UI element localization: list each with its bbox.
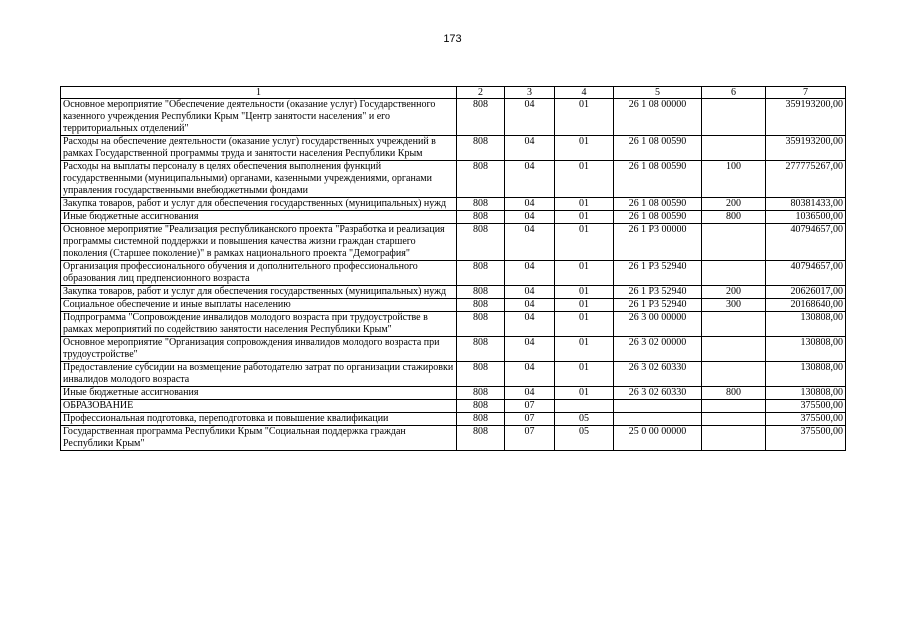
- budget-table: [60, 86, 846, 451]
- subsection-code-cell: 05: [555, 413, 614, 426]
- item-name-cell: Иные бюджетные ассигнования: [61, 211, 457, 224]
- item-name-cell: Социальное обеспечение и иные выплаты населению: [61, 299, 457, 312]
- subsection-code-cell: 01: [555, 136, 614, 161]
- table-row: [61, 224, 846, 261]
- subsection-code-cell: 01: [555, 261, 614, 286]
- table-row: [61, 400, 846, 413]
- amount-cell: 130808,00: [766, 362, 846, 387]
- table-row: [61, 337, 846, 362]
- item-name-cell: Профессиональная подготовка, переподготовка и повышение квалификации: [61, 413, 457, 426]
- amount-cell: 40794657,00: [766, 224, 846, 261]
- section-code-cell: 04: [505, 362, 555, 387]
- amount-cell: 130808,00: [766, 337, 846, 362]
- amount-cell: 359193200,00: [766, 99, 846, 136]
- column-header: 2: [457, 87, 505, 99]
- section-code-cell: 07: [505, 413, 555, 426]
- table-row: [61, 286, 846, 299]
- column-header: 1: [61, 87, 457, 99]
- table-row: [61, 211, 846, 224]
- target-article-cell: 26 3 02 60330: [614, 387, 702, 400]
- section-code-cell: 04: [505, 387, 555, 400]
- amount-cell: 375500,00: [766, 400, 846, 413]
- item-name-cell: Предоставление субсидии на возмещение работодателю затрат по организации стажировки инвалидов молодого возраста: [61, 362, 457, 387]
- ministry-code-cell: 808: [457, 261, 505, 286]
- target-article-cell: 26 1 08 00590: [614, 211, 702, 224]
- table-row: [61, 261, 846, 286]
- target-article-cell: [614, 413, 702, 426]
- target-article-cell: [614, 400, 702, 413]
- ministry-code-cell: 808: [457, 198, 505, 211]
- table-row: [61, 312, 846, 337]
- target-article-cell: 26 1 P3 52940: [614, 286, 702, 299]
- item-name-cell: Организация профессионального обучения и дополнительного профессионального образования лиц предпенсионного возраста: [61, 261, 457, 286]
- item-name-cell: Расходы на выплаты персоналу в целях обеспечения выполнения функций государственными (муниципальными) органами, казенными учреждениями, органами управления государственными внебюджетными фондами: [61, 161, 457, 198]
- ministry-code-cell: 808: [457, 400, 505, 413]
- ministry-code-cell: 808: [457, 161, 505, 198]
- amount-cell: 359193200,00: [766, 136, 846, 161]
- target-article-cell: 26 1 08 00590: [614, 136, 702, 161]
- section-code-cell: 04: [505, 161, 555, 198]
- subsection-code-cell: 01: [555, 362, 614, 387]
- ministry-code-cell: 808: [457, 211, 505, 224]
- section-code-cell: 04: [505, 337, 555, 362]
- expense-type-cell: [702, 400, 766, 413]
- section-code-cell: 07: [505, 426, 555, 451]
- item-name-cell: Закупка товаров, работ и услуг для обеспечения государственных (муниципальных) нужд: [61, 286, 457, 299]
- ministry-code-cell: 808: [457, 387, 505, 400]
- table-row: [61, 136, 846, 161]
- ministry-code-cell: 808: [457, 136, 505, 161]
- subsection-code-cell: [555, 400, 614, 413]
- target-article-cell: 26 1 08 00590: [614, 161, 702, 198]
- expense-type-cell: [702, 413, 766, 426]
- amount-cell: 40794657,00: [766, 261, 846, 286]
- amount-cell: 277775267,00: [766, 161, 846, 198]
- ministry-code-cell: 808: [457, 224, 505, 261]
- subsection-code-cell: 01: [555, 286, 614, 299]
- expense-type-cell: [702, 136, 766, 161]
- target-article-cell: 26 3 00 00000: [614, 312, 702, 337]
- expense-type-cell: [702, 362, 766, 387]
- section-code-cell: 04: [505, 211, 555, 224]
- column-header: 7: [766, 87, 846, 99]
- expense-type-cell: 300: [702, 299, 766, 312]
- ministry-code-cell: 808: [457, 312, 505, 337]
- subsection-code-cell: 01: [555, 337, 614, 362]
- section-code-cell: 04: [505, 299, 555, 312]
- section-code-cell: 04: [505, 286, 555, 299]
- section-code-cell: 04: [505, 99, 555, 136]
- table-row: [61, 387, 846, 400]
- ministry-code-cell: 808: [457, 286, 505, 299]
- item-name-cell: Расходы на обеспечение деятельности (оказание услуг) государственных учреждений в рамках Государственной программы труда и занятости населения Республики Крым: [61, 136, 457, 161]
- expense-type-cell: [702, 261, 766, 286]
- subsection-code-cell: 05: [555, 426, 614, 451]
- table-header-row: [61, 87, 846, 99]
- expense-type-cell: [702, 426, 766, 451]
- target-article-cell: 25 0 00 00000: [614, 426, 702, 451]
- target-article-cell: 26 1 08 00590: [614, 198, 702, 211]
- expense-type-cell: [702, 99, 766, 136]
- item-name-cell: Закупка товаров, работ и услуг для обеспечения государственных (муниципальных) нужд: [61, 198, 457, 211]
- section-code-cell: 04: [505, 198, 555, 211]
- section-code-cell: 07: [505, 400, 555, 413]
- expense-type-cell: 100: [702, 161, 766, 198]
- section-code-cell: 04: [505, 224, 555, 261]
- amount-cell: 20168640,00: [766, 299, 846, 312]
- ministry-code-cell: 808: [457, 99, 505, 136]
- item-name-cell: Государственная программа Республики Крым "Социальная поддержка граждан Республики Крым": [61, 426, 457, 451]
- table-row: [61, 161, 846, 198]
- column-header: 5: [614, 87, 702, 99]
- ministry-code-cell: 808: [457, 413, 505, 426]
- expense-type-cell: 200: [702, 198, 766, 211]
- column-header: 4: [555, 87, 614, 99]
- expense-type-cell: 800: [702, 211, 766, 224]
- item-name-cell: Основное мероприятие "Обеспечение деятельности (оказание услуг) Государственного казенного учреждения Республики Крым "Центр занятости населения" и его территориальных отделений": [61, 99, 457, 136]
- section-code-cell: 04: [505, 312, 555, 337]
- expense-type-cell: [702, 337, 766, 362]
- section-code-cell: 04: [505, 136, 555, 161]
- expense-type-cell: 800: [702, 387, 766, 400]
- table-row: [61, 198, 846, 211]
- table-row: [61, 99, 846, 136]
- amount-cell: 130808,00: [766, 387, 846, 400]
- item-name-cell: ОБРАЗОВАНИЕ: [61, 400, 457, 413]
- item-name-cell: Иные бюджетные ассигнования: [61, 387, 457, 400]
- amount-cell: 375500,00: [766, 426, 846, 451]
- subsection-code-cell: 01: [555, 312, 614, 337]
- expense-type-cell: 200: [702, 286, 766, 299]
- item-name-cell: Подпрограмма "Сопровождение инвалидов молодого возраста при трудоустройстве в рамках мероприятий по содействию занятости населения Республики Крым": [61, 312, 457, 337]
- ministry-code-cell: 808: [457, 426, 505, 451]
- table-row: [61, 299, 846, 312]
- target-article-cell: 26 1 P3 00000: [614, 224, 702, 261]
- amount-cell: 375500,00: [766, 413, 846, 426]
- subsection-code-cell: 01: [555, 198, 614, 211]
- item-name-cell: Основное мероприятие "Реализация республиканского проекта "Разработка и реализация программы системной поддержки и повышения качества жизни граждан старшего поколения (Старшее поколение)" в рамках национального проекта "Демография": [61, 224, 457, 261]
- subsection-code-cell: 01: [555, 387, 614, 400]
- ministry-code-cell: 808: [457, 299, 505, 312]
- page-number: 173: [443, 33, 462, 45]
- column-header: 3: [505, 87, 555, 99]
- section-code-cell: 04: [505, 261, 555, 286]
- amount-cell: 80381433,00: [766, 198, 846, 211]
- table-row: [61, 362, 846, 387]
- target-article-cell: 26 1 P3 52940: [614, 299, 702, 312]
- expense-type-cell: [702, 312, 766, 337]
- amount-cell: 1036500,00: [766, 211, 846, 224]
- table-row: [61, 426, 846, 451]
- amount-cell: 20626017,00: [766, 286, 846, 299]
- ministry-code-cell: 808: [457, 362, 505, 387]
- subsection-code-cell: 01: [555, 224, 614, 261]
- table-row: [61, 413, 846, 426]
- subsection-code-cell: 01: [555, 211, 614, 224]
- target-article-cell: 26 1 08 00000: [614, 99, 702, 136]
- target-article-cell: 26 3 02 60330: [614, 362, 702, 387]
- item-name-cell: Основное мероприятие "Организация сопровождения инвалидов молодого возраста при трудоустройстве": [61, 337, 457, 362]
- expense-type-cell: [702, 224, 766, 261]
- amount-cell: 130808,00: [766, 312, 846, 337]
- subsection-code-cell: 01: [555, 299, 614, 312]
- ministry-code-cell: 808: [457, 337, 505, 362]
- subsection-code-cell: 01: [555, 99, 614, 136]
- target-article-cell: 26 1 P3 52940: [614, 261, 702, 286]
- target-article-cell: 26 3 02 00000: [614, 337, 702, 362]
- subsection-code-cell: 01: [555, 161, 614, 198]
- column-header: 6: [702, 87, 766, 99]
